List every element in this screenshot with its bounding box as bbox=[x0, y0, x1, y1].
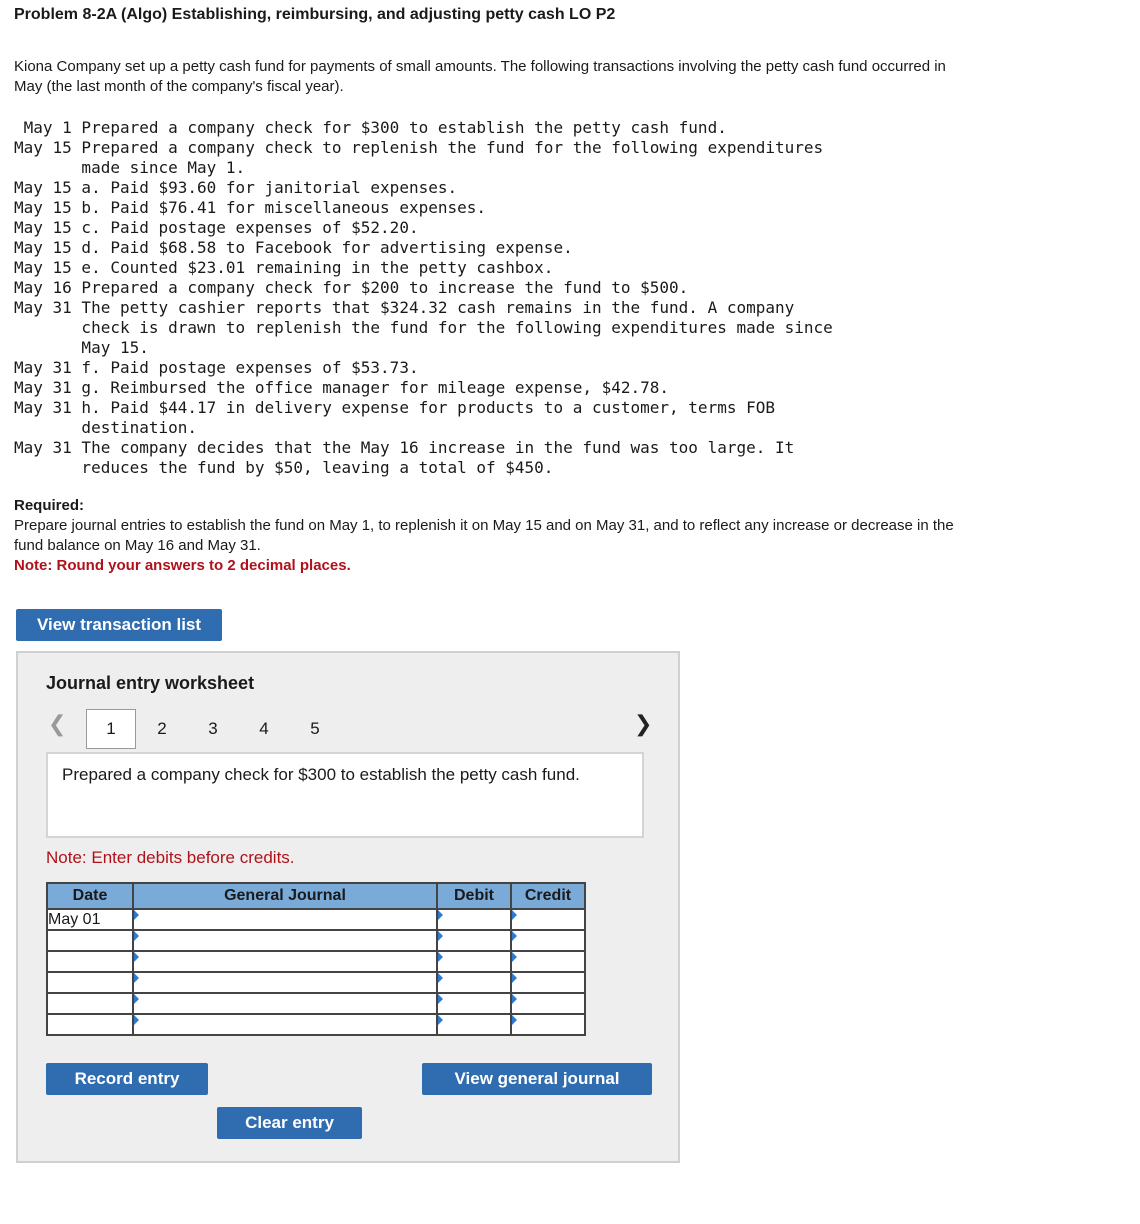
journal-entry-worksheet bbox=[16, 651, 680, 1163]
date-cell[interactable] bbox=[47, 951, 133, 972]
transaction-list: May 1 Prepared a company check for $300 to establish the petty cash fund. May 15 Prepared a company check to replenish the fund for the following expenditures made since May 1. May 15 a. Paid $93.60 for janitorial expenses. May 15 b. Paid $76.41 for miscellaneous expenses. May 15 c. Paid postage expenses of $52.20. May 15 d. Paid $68.58 to Facebook for advertising expense. May 15 e. Counted $23.01 remaining in the petty cashbox. May 16 Prepared a company check for $200 to increase the fund to $500. May 31 The petty cashier reports that $324.32 cash remains in the fund. A company check is drawn to replenish the fund for the following expenditures made since May 15. May 31 f. Paid postage expenses of $53.73. May 31 g. Reimbursed the office manager for mileage expense, $42.78. May 31 h. Paid $44.17 in delivery expense for products to a customer, terms FOB destination. May 31 The company decides that the May 16 increase in the fund was too large. It reduces the fund by $50, leaving a total of $450. bbox=[14, 118, 833, 477]
journal-table bbox=[46, 882, 586, 1036]
date-cell[interactable]: May 01 bbox=[47, 909, 133, 930]
column-header-debit: Debit bbox=[437, 883, 511, 909]
account-select[interactable] bbox=[133, 1014, 437, 1035]
account-select[interactable] bbox=[133, 909, 437, 930]
page-tab-3[interactable]: 3 bbox=[208, 719, 218, 738]
column-header-date: Date bbox=[47, 883, 133, 909]
page-tab-5[interactable]: 5 bbox=[310, 719, 320, 738]
rounding-note: Note: Round your answers to 2 decimal places. bbox=[14, 557, 351, 574]
date-cell[interactable] bbox=[47, 1014, 133, 1035]
debit-input[interactable] bbox=[437, 930, 511, 951]
transaction-description: Prepared a company check for $300 to establish the petty cash fund. bbox=[46, 752, 644, 838]
chevron-left-icon[interactable]: ❮ bbox=[48, 711, 67, 736]
credit-input[interactable] bbox=[511, 909, 585, 930]
required-section bbox=[14, 496, 974, 576]
problem-intro: Kiona Company set up a petty cash fund for payments of small amounts. The following transactions involving the petty cash fund occurred in May (the last month of the company's fiscal year). bbox=[14, 58, 946, 95]
credit-input[interactable] bbox=[511, 993, 585, 1014]
page-tab-4[interactable]: 4 bbox=[259, 719, 269, 738]
account-select[interactable] bbox=[133, 993, 437, 1014]
account-select[interactable] bbox=[133, 930, 437, 951]
debit-input[interactable] bbox=[437, 993, 511, 1014]
account-select[interactable] bbox=[133, 951, 437, 972]
clear-entry-button[interactable]: Clear entry bbox=[217, 1107, 362, 1139]
column-header-credit: Credit bbox=[511, 883, 585, 909]
required-text: Prepare journal entries to establish the fund on May 1, to replenish it on May 15 and on May 31, and to reflect any increase or decrease in the fund balance on May 16 and May 31. bbox=[14, 517, 954, 554]
table-row bbox=[47, 951, 585, 972]
debit-input[interactable] bbox=[437, 972, 511, 993]
table-row bbox=[47, 993, 585, 1014]
credit-input[interactable] bbox=[511, 951, 585, 972]
page-tab-2[interactable]: 2 bbox=[157, 719, 167, 738]
date-cell[interactable] bbox=[47, 930, 133, 951]
column-header-general-journal: General Journal bbox=[133, 883, 437, 909]
debit-input[interactable] bbox=[437, 951, 511, 972]
credit-input[interactable] bbox=[511, 1014, 585, 1035]
required-label: Required: bbox=[14, 497, 85, 514]
credit-input[interactable] bbox=[511, 972, 585, 993]
table-row bbox=[47, 930, 585, 951]
table-row bbox=[47, 972, 585, 993]
page-tab-1[interactable]: 1 bbox=[86, 709, 136, 749]
record-entry-button[interactable]: Record entry bbox=[46, 1063, 208, 1095]
debit-input[interactable] bbox=[437, 909, 511, 930]
problem-title: Problem 8-2A (Algo) Establishing, reimbursing, and adjusting petty cash LO P2 bbox=[14, 6, 616, 23]
worksheet-title: Journal entry worksheet bbox=[46, 673, 255, 693]
date-cell[interactable] bbox=[47, 972, 133, 993]
credit-input[interactable] bbox=[511, 930, 585, 951]
view-transaction-list-button[interactable]: View transaction list bbox=[16, 609, 222, 641]
account-select[interactable] bbox=[133, 972, 437, 993]
chevron-right-icon[interactable]: ❯ bbox=[634, 711, 653, 736]
view-general-journal-button[interactable]: View general journal bbox=[422, 1063, 652, 1095]
debits-note: Note: Enter debits before credits. bbox=[46, 848, 295, 867]
table-row bbox=[47, 1014, 585, 1035]
table-row bbox=[47, 909, 585, 930]
date-cell[interactable] bbox=[47, 993, 133, 1014]
debit-input[interactable] bbox=[437, 1014, 511, 1035]
